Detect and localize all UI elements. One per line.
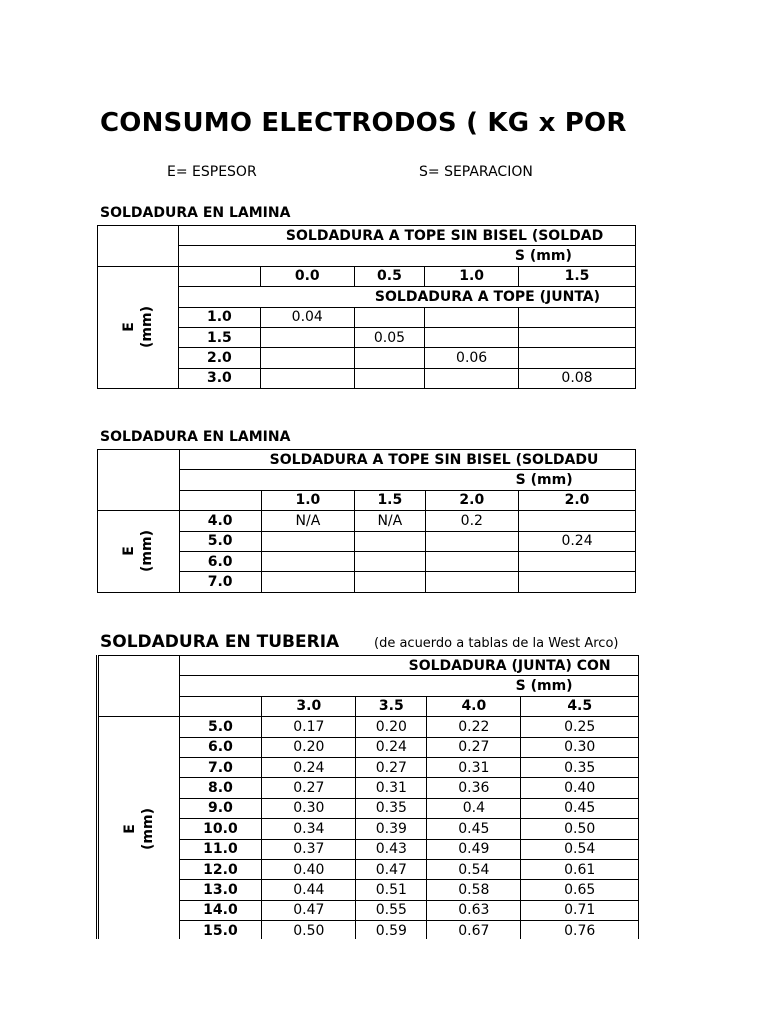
s-value: 0.0 bbox=[260, 266, 354, 286]
table-row: 15.0 0.50 0.59 0.67 0.76 bbox=[99, 921, 639, 939]
table-heading: SOLDADURA A TOPE SIN BISEL (SOLDADU bbox=[269, 451, 599, 468]
corner-cell bbox=[99, 656, 179, 717]
e-axis-cell: E (mm) bbox=[98, 511, 180, 593]
table-row: 7.0 bbox=[98, 572, 636, 592]
section-label-lamina-2: SOLDADURA EN LAMINA bbox=[100, 429, 291, 445]
s-value: 3.0 bbox=[262, 696, 356, 716]
table-row: 1.0 0.04 bbox=[98, 307, 636, 327]
table-row: 6.0 bbox=[98, 551, 636, 571]
s-value: 2.0 bbox=[425, 490, 519, 510]
table-row: 9.0 0.30 0.35 0.4 0.45 bbox=[99, 798, 639, 818]
legend-espesor: E= ESPESOR bbox=[167, 164, 257, 180]
section-note: (de acuerdo a tablas de la West Arco) bbox=[374, 636, 619, 651]
table-lamina-2 bbox=[97, 449, 636, 593]
table-heading: SOLDADURA (JUNTA) CON bbox=[408, 657, 611, 674]
section-label-lamina-1: SOLDADURA EN LAMINA bbox=[100, 205, 291, 221]
table-row: 2.0 0.06 bbox=[98, 348, 636, 368]
s-value: 3.5 bbox=[356, 696, 427, 716]
s-value: 4.5 bbox=[521, 696, 639, 716]
s-value: 1.0 bbox=[261, 490, 355, 510]
s-value: 2.0 bbox=[519, 490, 636, 510]
s-axis-label: S (mm) bbox=[514, 248, 572, 265]
s-value: 1.5 bbox=[519, 266, 636, 286]
table-tuberia bbox=[96, 655, 639, 939]
table-row: 12.0 0.40 0.47 0.54 0.61 bbox=[99, 859, 639, 879]
table-row: 6.0 0.20 0.24 0.27 0.30 bbox=[99, 737, 639, 757]
e-axis-cell: E (mm) bbox=[99, 717, 179, 939]
table-row: 5.0 0.24 bbox=[98, 531, 636, 551]
table-row: 1.5 0.05 bbox=[98, 327, 636, 347]
table-row: 8.0 0.27 0.31 0.36 0.40 bbox=[99, 778, 639, 798]
section-label-tuberia: SOLDADURA EN TUBERIA bbox=[100, 632, 340, 652]
table-row: 11.0 0.37 0.43 0.49 0.54 bbox=[99, 839, 639, 859]
e-axis-cell: E (mm) bbox=[98, 266, 179, 388]
table-heading: SOLDADURA A TOPE SIN BISEL (SOLDAD bbox=[285, 227, 604, 244]
s-axis-label: S (mm) bbox=[515, 472, 573, 489]
table-row: 14.0 0.47 0.55 0.63 0.71 bbox=[99, 900, 639, 920]
table-row: 7.0 0.24 0.27 0.31 0.35 bbox=[99, 757, 639, 777]
table-lamina-1 bbox=[97, 225, 636, 389]
s-value: 4.0 bbox=[427, 696, 521, 716]
table-row: E (mm) 4.0 N/A N/A 0.2 bbox=[98, 511, 636, 531]
s-value: 0.5 bbox=[354, 266, 425, 286]
table-row: 13.0 0.44 0.51 0.58 0.65 bbox=[99, 880, 639, 900]
corner-cell bbox=[98, 226, 179, 267]
table-row: 10.0 0.34 0.39 0.45 0.50 bbox=[99, 819, 639, 839]
s-value: 1.0 bbox=[425, 266, 519, 286]
s-value: 1.5 bbox=[355, 490, 425, 510]
legend-separacion: S= SEPARACION bbox=[419, 164, 533, 180]
table-subheading: SOLDADURA A TOPE (JUNTA) bbox=[374, 288, 601, 305]
s-axis-label: S (mm) bbox=[515, 678, 573, 695]
page-title: CONSUMO ELECTRODOS ( KG x POR bbox=[100, 108, 627, 138]
table-row: 3.0 0.08 bbox=[98, 368, 636, 388]
table-row: E (mm) 5.0 0.17 0.20 0.22 0.25 bbox=[99, 717, 639, 737]
corner-cell bbox=[98, 450, 180, 511]
